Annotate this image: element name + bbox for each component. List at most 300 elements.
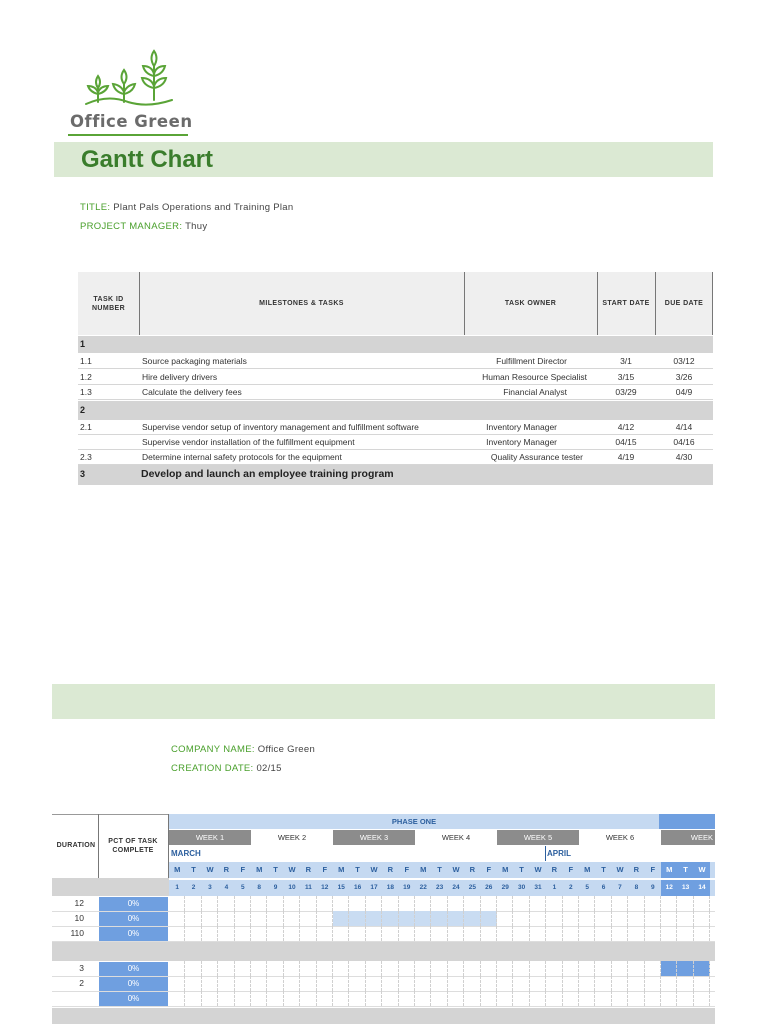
- month-april: APRIL: [547, 849, 571, 858]
- gantt-cell[interactable]: [563, 991, 579, 1006]
- day-label: 3: [208, 884, 212, 891]
- gantt-cell[interactable]: [415, 896, 431, 911]
- gantt-cell[interactable]: [579, 926, 595, 941]
- gantt-cell[interactable]: [284, 926, 300, 941]
- duration-value: 110: [70, 928, 84, 938]
- gantt-cell[interactable]: [415, 961, 431, 976]
- gantt-cell[interactable]: [235, 976, 251, 991]
- task-start: 4/19: [617, 452, 635, 462]
- phase-id: 1: [80, 339, 86, 349]
- gantt-cell[interactable]: [202, 976, 218, 991]
- gantt-cell[interactable]: [366, 911, 382, 926]
- phase-title: Develop and launch an employee training program: [141, 468, 394, 480]
- gantt-cell[interactable]: [185, 976, 201, 991]
- gantt-cell[interactable]: [563, 911, 579, 926]
- gantt-cell[interactable]: [595, 976, 611, 991]
- pct-complete-value: 0%: [99, 962, 168, 976]
- gantt-cell[interactable]: [579, 991, 595, 1006]
- task-name: Determine internal safety protocols for the equipment: [142, 452, 342, 462]
- task-id: 2.1: [80, 422, 92, 432]
- task-row: [78, 450, 713, 465]
- gantt-cell[interactable]: [399, 961, 415, 976]
- gantt-cell[interactable]: [333, 976, 349, 991]
- header-divider: [712, 272, 713, 335]
- week-label: WEEK 4: [415, 830, 497, 845]
- gantt-cell[interactable]: [382, 896, 398, 911]
- task-name: Source packaging materials: [142, 356, 247, 366]
- project-title-value: Plant Pals Operations and Training Plan: [113, 202, 294, 213]
- header-start-date: START DATE: [602, 300, 650, 307]
- gantt-cell[interactable]: [464, 961, 480, 976]
- gantt-cell[interactable]: [464, 976, 480, 991]
- gantt-cell[interactable]: [448, 991, 464, 1006]
- weekday-label: W: [694, 862, 710, 878]
- gantt-cell[interactable]: [612, 991, 628, 1006]
- task-id: 1.1: [80, 356, 92, 366]
- gantt-cell[interactable]: [169, 961, 185, 976]
- gantt-cell[interactable]: [366, 976, 382, 991]
- weekday-row: [169, 862, 715, 878]
- weekday-label: F: [240, 865, 246, 874]
- phase-id: 3: [80, 469, 86, 479]
- logo-text: Office Green: [70, 112, 193, 131]
- day-label: 2: [568, 884, 573, 891]
- gantt-cell[interactable]: [300, 896, 316, 911]
- gantt-cell[interactable]: [677, 896, 693, 911]
- gantt-cell[interactable]: [661, 976, 677, 991]
- gantt-cell[interactable]: [513, 926, 529, 941]
- gantt-divider: [98, 814, 99, 878]
- gantt-cell[interactable]: [349, 926, 365, 941]
- gantt-cell[interactable]: [333, 991, 349, 1006]
- gantt-cell[interactable]: [464, 911, 480, 926]
- gantt-cell[interactable]: [513, 896, 529, 911]
- gantt-phase-band: [52, 942, 715, 961]
- gantt-cell[interactable]: [530, 991, 546, 1006]
- task-start: 3/15: [617, 372, 635, 382]
- gantt-cell[interactable]: [645, 961, 661, 976]
- gantt-cell[interactable]: [645, 991, 661, 1006]
- day-label: 31: [534, 884, 542, 891]
- gantt-cell[interactable]: [431, 991, 447, 1006]
- gantt-cell[interactable]: [185, 961, 201, 976]
- gantt-cell[interactable]: [513, 961, 529, 976]
- weekday-label: M: [502, 865, 509, 874]
- day-label: 29: [501, 884, 509, 891]
- gantt-cell[interactable]: [300, 991, 316, 1006]
- weekday-label: F: [322, 865, 328, 874]
- weekday-label: F: [568, 865, 574, 874]
- day-label: 23: [435, 884, 444, 891]
- gantt-cell[interactable]: [464, 926, 480, 941]
- gantt-cell[interactable]: [251, 896, 267, 911]
- day-label: 6: [601, 884, 606, 891]
- gantt-cell[interactable]: [251, 926, 267, 941]
- gantt-cell[interactable]: [333, 896, 349, 911]
- gantt-cell[interactable]: [317, 911, 333, 926]
- gantt-cell[interactable]: [300, 926, 316, 941]
- gantt-cell[interactable]: [595, 911, 611, 926]
- gantt-cell[interactable]: [218, 896, 234, 911]
- gantt-cell[interactable]: [366, 896, 382, 911]
- company-name-label: COMPANY NAME:: [171, 744, 255, 755]
- phase-row: [78, 336, 713, 353]
- day-label: 1: [552, 884, 557, 891]
- gantt-cell[interactable]: [185, 991, 201, 1006]
- gantt-cell[interactable]: [317, 976, 333, 991]
- day-label: 30: [517, 884, 526, 891]
- task-id: 1.3: [80, 387, 92, 397]
- project-title-label: TITLE:: [80, 202, 111, 213]
- gantt-cell[interactable]: [530, 926, 546, 941]
- gantt-cell[interactable]: [546, 926, 562, 941]
- gantt-cell[interactable]: [694, 896, 710, 911]
- gantt-cell[interactable]: [267, 961, 283, 976]
- task-id: 1.2: [80, 372, 92, 382]
- gantt-cell[interactable]: [497, 911, 513, 926]
- gantt-cell[interactable]: [267, 976, 283, 991]
- gantt-cell[interactable]: [497, 961, 513, 976]
- weekday-label: R: [551, 865, 558, 874]
- gantt-cell[interactable]: [497, 991, 513, 1006]
- gantt-cell[interactable]: [399, 896, 415, 911]
- gantt-cell[interactable]: [235, 911, 251, 926]
- gantt-cell[interactable]: [218, 961, 234, 976]
- gantt-cell[interactable]: [563, 976, 579, 991]
- day-label: 12: [321, 884, 329, 891]
- header-divider: [597, 272, 598, 335]
- gantt-cell[interactable]: [366, 991, 382, 1006]
- gantt-cell[interactable]: [382, 961, 398, 976]
- day-label: 5: [585, 884, 589, 891]
- gantt-cell[interactable]: [218, 976, 234, 991]
- week-label: WEEK 2: [251, 830, 333, 845]
- gantt-cell[interactable]: [349, 911, 365, 926]
- gantt-cell[interactable]: [579, 976, 595, 991]
- gantt-cell[interactable]: [284, 961, 300, 976]
- gantt-cell[interactable]: [481, 926, 497, 941]
- gantt-cell[interactable]: [382, 911, 398, 926]
- weekday-label: W: [534, 865, 542, 874]
- gantt-cell[interactable]: [415, 991, 431, 1006]
- creation-date-line: [171, 763, 282, 774]
- day-label: 9: [273, 884, 278, 891]
- gantt-cell[interactable]: [497, 976, 513, 991]
- gantt-cell[interactable]: [399, 991, 415, 1006]
- day-label: 18: [386, 884, 394, 891]
- gantt-cell[interactable]: [218, 911, 234, 926]
- header-due-date: DUE DATE: [664, 300, 704, 307]
- weekday-label: T: [273, 865, 278, 874]
- gantt-cell[interactable]: [628, 976, 644, 991]
- gantt-cell[interactable]: [677, 911, 693, 926]
- gantt-cell[interactable]: [431, 976, 447, 991]
- gantt-cell[interactable]: [185, 896, 201, 911]
- gantt-cell[interactable]: [317, 991, 333, 1006]
- weekday-label: M: [256, 865, 263, 874]
- gantt-cell[interactable]: [595, 896, 611, 911]
- day-label: 9: [650, 884, 655, 891]
- gantt-cell[interactable]: [251, 976, 267, 991]
- gantt-cell[interactable]: [251, 991, 267, 1006]
- phase-one-label: PHASE ONE: [391, 817, 437, 826]
- gantt-cell[interactable]: [628, 926, 644, 941]
- gantt-cell[interactable]: [317, 896, 333, 911]
- pct-complete-value: 0%: [99, 912, 168, 926]
- gantt-cell[interactable]: [645, 911, 661, 926]
- gantt-cell[interactable]: [677, 961, 693, 976]
- gantt-cell[interactable]: [431, 911, 447, 926]
- gantt-cell[interactable]: [481, 961, 497, 976]
- task-owner: Human Resource Specialist: [482, 372, 587, 382]
- gantt-cell[interactable]: [267, 991, 283, 1006]
- gantt-cell[interactable]: [530, 911, 546, 926]
- gantt-cell[interactable]: [513, 991, 529, 1006]
- gantt-cell[interactable]: [251, 911, 267, 926]
- gantt-cell[interactable]: [546, 961, 562, 976]
- gantt-cell[interactable]: [399, 911, 415, 926]
- gantt-cell[interactable]: [513, 911, 529, 926]
- gantt-cell[interactable]: [251, 961, 267, 976]
- gantt-cell[interactable]: [694, 976, 710, 991]
- gantt-cell[interactable]: [694, 926, 710, 941]
- project-manager-line: [80, 221, 207, 232]
- gantt-cell[interactable]: [169, 911, 185, 926]
- gantt-cell[interactable]: [185, 911, 201, 926]
- gantt-cell[interactable]: [579, 911, 595, 926]
- page-title: Gantt Chart: [81, 146, 213, 173]
- task-due: 04/16: [673, 437, 695, 447]
- gantt-cell[interactable]: [169, 926, 185, 941]
- days-row: [169, 880, 715, 896]
- gantt-cell[interactable]: [349, 961, 365, 976]
- gantt-cell[interactable]: [628, 896, 644, 911]
- gantt-cell[interactable]: [563, 926, 579, 941]
- gantt-cell[interactable]: [546, 991, 562, 1006]
- gantt-cell[interactable]: [317, 961, 333, 976]
- gantt-cell[interactable]: [431, 896, 447, 911]
- gantt-cell[interactable]: [202, 911, 218, 926]
- day-label: 14: [694, 880, 710, 896]
- weekday-label: M: [420, 865, 427, 874]
- gantt-cell[interactable]: [530, 976, 546, 991]
- gantt-cell[interactable]: [300, 976, 316, 991]
- gantt-cell[interactable]: [612, 926, 628, 941]
- gantt-cell[interactable]: [169, 976, 185, 991]
- gantt-cell[interactable]: [530, 896, 546, 911]
- gantt-cell[interactable]: [267, 926, 283, 941]
- task-id: 2.3: [80, 452, 92, 462]
- task-owner: Financial Analyst: [503, 387, 567, 397]
- weekday-label: F: [486, 865, 492, 874]
- gantt-cell[interactable]: [333, 911, 349, 926]
- gantt-cell[interactable]: [300, 961, 316, 976]
- gantt-cell[interactable]: [235, 926, 251, 941]
- gantt-cell[interactable]: [366, 961, 382, 976]
- gantt-cell[interactable]: [300, 911, 316, 926]
- day-label: 11: [304, 884, 312, 891]
- gantt-cell[interactable]: [546, 896, 562, 911]
- gantt-cell[interactable]: [415, 926, 431, 941]
- task-due: 03/12: [673, 356, 695, 366]
- gantt-cell[interactable]: [415, 911, 431, 926]
- gantt-cell[interactable]: [448, 961, 464, 976]
- gantt-cell[interactable]: [235, 991, 251, 1006]
- gantt-cell[interactable]: [218, 991, 234, 1006]
- gantt-cell[interactable]: [284, 896, 300, 911]
- gantt-cell[interactable]: [612, 896, 628, 911]
- gantt-cell[interactable]: [645, 896, 661, 911]
- gantt-cell[interactable]: [399, 976, 415, 991]
- gantt-cell[interactable]: [694, 991, 710, 1006]
- gantt-cell[interactable]: [612, 976, 628, 991]
- header-divider: [464, 272, 465, 335]
- gantt-cell[interactable]: [464, 896, 480, 911]
- gantt-cell[interactable]: [333, 926, 349, 941]
- gantt-cell[interactable]: [202, 991, 218, 1006]
- gantt-cell[interactable]: [497, 926, 513, 941]
- task-name: Hire delivery drivers: [142, 372, 218, 382]
- gantt-cell[interactable]: [612, 961, 628, 976]
- gantt-cell[interactable]: [661, 896, 677, 911]
- gantt-cell[interactable]: [464, 991, 480, 1006]
- gantt-cell[interactable]: [677, 991, 693, 1006]
- gantt-cell[interactable]: [448, 926, 464, 941]
- gantt-cell[interactable]: [595, 926, 611, 941]
- duration-header: DURATION: [56, 842, 96, 849]
- weekday-label: M: [338, 865, 345, 874]
- week-label: WEEK 5: [497, 830, 579, 845]
- gantt-cell[interactable]: [481, 911, 497, 926]
- gantt-cell[interactable]: [661, 991, 677, 1006]
- project-manager-label: PROJECT MANAGER:: [80, 221, 183, 232]
- gantt-cell[interactable]: [546, 976, 562, 991]
- gantt-cell[interactable]: [284, 976, 300, 991]
- gantt-cell[interactable]: [267, 896, 283, 911]
- task-due: 4/30: [675, 452, 693, 462]
- gantt-cell[interactable]: [431, 926, 447, 941]
- gantt-cell[interactable]: [661, 961, 677, 976]
- gantt-cell[interactable]: [382, 976, 398, 991]
- task-name: Calculate the delivery fees: [142, 387, 242, 397]
- gantt-cell[interactable]: [185, 926, 201, 941]
- gantt-cell[interactable]: [333, 961, 349, 976]
- weekday-label: R: [469, 865, 476, 874]
- gantt-cell[interactable]: [431, 961, 447, 976]
- gantt-cell[interactable]: [497, 896, 513, 911]
- gantt-cell[interactable]: [399, 926, 415, 941]
- gantt-cell[interactable]: [612, 911, 628, 926]
- gantt-cell[interactable]: [349, 991, 365, 1006]
- gantt-cell[interactable]: [448, 911, 464, 926]
- task-owner: Quality Assurance tester: [490, 452, 583, 462]
- gantt-cell[interactable]: [481, 896, 497, 911]
- gantt-cell[interactable]: [366, 926, 382, 941]
- pct-header: PCT OF TASK COMPLETE: [108, 838, 158, 854]
- gantt-cell[interactable]: [677, 926, 693, 941]
- gantt-phase-band: [52, 1008, 715, 1024]
- gantt-cell[interactable]: [349, 896, 365, 911]
- duration-value: 3: [79, 963, 84, 973]
- gantt-cell[interactable]: [317, 926, 333, 941]
- gantt-cell[interactable]: [267, 911, 283, 926]
- gantt-cell[interactable]: [677, 976, 693, 991]
- gantt-cell[interactable]: [415, 976, 431, 991]
- gantt-cell[interactable]: [202, 926, 218, 941]
- weekday-label: T: [601, 865, 606, 874]
- gantt-cell[interactable]: [382, 926, 398, 941]
- gantt-cell[interactable]: [235, 896, 251, 911]
- task-start: 04/15: [615, 437, 637, 447]
- gantt-cell[interactable]: [628, 911, 644, 926]
- header-divider: [655, 272, 656, 335]
- weekday-label: F: [650, 865, 656, 874]
- day-label: 7: [618, 884, 622, 891]
- gantt-cell[interactable]: [661, 926, 677, 941]
- task-name: Supervise vendor installation of the fulfillment equipment: [142, 437, 355, 447]
- gantt-cell[interactable]: [595, 961, 611, 976]
- gantt-cell[interactable]: [563, 961, 579, 976]
- gantt-cell[interactable]: [595, 991, 611, 1006]
- gantt-cell[interactable]: [382, 991, 398, 1006]
- gantt-left-phase-band: [52, 878, 169, 896]
- gantt-cell[interactable]: [563, 896, 579, 911]
- gantt-cell[interactable]: [513, 976, 529, 991]
- gantt-cell[interactable]: [202, 896, 218, 911]
- gantt-cell[interactable]: [661, 911, 677, 926]
- gantt-cell[interactable]: [284, 991, 300, 1006]
- gantt-cell[interactable]: [546, 911, 562, 926]
- gantt-cell[interactable]: [645, 976, 661, 991]
- header-task-owner: TASK OWNER: [504, 300, 557, 307]
- gantt-cell[interactable]: [530, 961, 546, 976]
- phase-id: 2: [80, 405, 86, 415]
- company-name-line: [171, 744, 315, 755]
- gantt-cell[interactable]: [481, 991, 497, 1006]
- task-row: [78, 370, 713, 385]
- task-name: Supervise vendor setup of inventory management and fulfillment software: [142, 422, 419, 432]
- gantt-cell[interactable]: [645, 926, 661, 941]
- day-label: 26: [485, 884, 493, 891]
- gantt-cell[interactable]: [628, 991, 644, 1006]
- gantt-cell[interactable]: [202, 961, 218, 976]
- logo-underline: [68, 134, 188, 136]
- gantt-cell[interactable]: [284, 911, 300, 926]
- gantt-cell[interactable]: [235, 961, 251, 976]
- gantt-cell[interactable]: [481, 976, 497, 991]
- gantt-cell[interactable]: [448, 896, 464, 911]
- header-divider: [139, 272, 140, 335]
- gantt-cell[interactable]: [694, 911, 710, 926]
- header-milestones: MILESTONES & TASKS: [259, 300, 344, 307]
- task-row: [78, 385, 713, 400]
- gantt-cell[interactable]: [579, 896, 595, 911]
- weekday-label: W: [616, 865, 624, 874]
- gantt-cell[interactable]: [448, 976, 464, 991]
- gantt-cell[interactable]: [628, 961, 644, 976]
- weekday-label: T: [519, 865, 524, 874]
- gantt-cell[interactable]: [169, 896, 185, 911]
- day-label: 19: [403, 884, 411, 891]
- gantt-cell[interactable]: [694, 961, 710, 976]
- weekday-label: R: [223, 865, 230, 874]
- phase-one-header: [169, 814, 659, 829]
- gantt-cell[interactable]: [349, 976, 365, 991]
- gantt-cell[interactable]: [169, 991, 185, 1006]
- duration-value: 12: [74, 898, 84, 908]
- gantt-cell[interactable]: [579, 961, 595, 976]
- gantt-cell[interactable]: [218, 926, 234, 941]
